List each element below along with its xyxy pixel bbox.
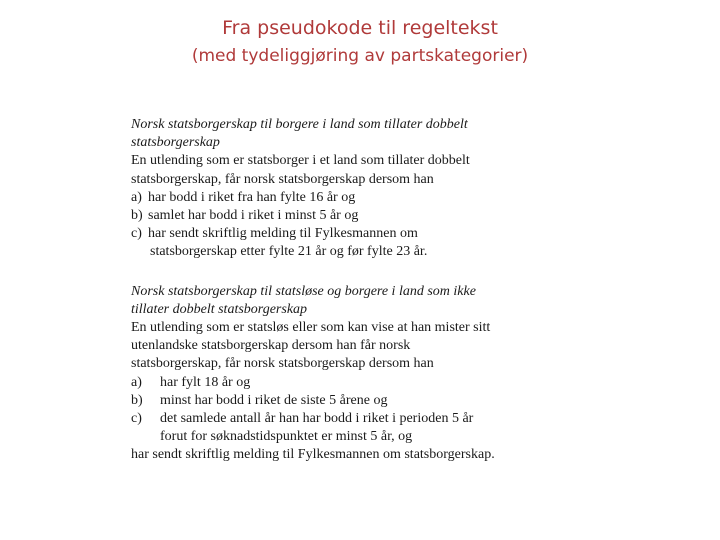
item-marker: c) (131, 411, 142, 427)
item-text: minst har bodd i riket de siste 5 årene og (160, 392, 388, 408)
section-1-intro-line: statsborgerskap, får norsk statsborgerskap dersom han (131, 171, 434, 187)
section-1-item-c (131, 225, 571, 243)
section-2-intro-line: statsborgerskap, får norsk statsborgerskap dersom han (131, 356, 434, 372)
slide-title: Fra pseudokode til regeltekst (222, 17, 498, 39)
section-1 (131, 116, 571, 262)
section-2 (131, 283, 571, 465)
item-marker: b) (131, 208, 143, 224)
item-marker: a) (131, 374, 142, 390)
section-2-item-a (131, 374, 571, 392)
slide-subtitle: (med tydeliggjøring av partskategorier) (191, 46, 529, 66)
section-2-closing-line: har sendt skriftlig melding til Fylkesmannen om statsborgerskap. (131, 447, 495, 463)
item-text: har sendt skriftlig melding til Fylkesmannen om (148, 226, 418, 242)
section-1-heading-line: statsborgerskap (131, 135, 220, 151)
item-text: har fylt 18 år og (160, 374, 251, 390)
section-2-intro-line: En utlending som er statsløs eller som kan vise at han mister sitt (131, 320, 491, 336)
section-spacer (131, 262, 571, 283)
rule-text-document (131, 116, 571, 465)
item-marker: a) (131, 189, 142, 205)
section-2-item-c-continuation: forut for søknadstidspunktet er minst 5 år, og (160, 429, 413, 445)
section-1-item-c-continuation: statsborgerskap etter fylte 21 år og før fylte 23 år. (150, 244, 428, 260)
section-2-item-b (131, 392, 571, 410)
section-2-item-c (131, 410, 571, 428)
item-text: samlet har bodd i riket i minst 5 år og (148, 208, 359, 224)
section-2-intro-line: utenlandske statsborgerskap dersom han får norsk (131, 338, 411, 354)
section-1-item-a (131, 189, 571, 207)
section-2-heading-line: tillater dobbelt statsborgerskap (131, 301, 308, 317)
section-1-intro-line: En utlending som er statsborger i et land som tillater dobbelt (131, 153, 470, 169)
section-1-heading-line: Norsk statsborgerskap til borgere i land som tillater dobbelt (131, 117, 468, 132)
item-marker: c) (131, 226, 142, 242)
item-marker: b) (131, 392, 143, 408)
section-2-heading-line: Norsk statsborgerskap til statsløse og borgere i land som ikke (131, 283, 476, 299)
section-1-item-b (131, 207, 571, 225)
slide-header (0, 14, 720, 70)
item-text: det samlede antall år han har bodd i riket i perioden 5 år (160, 411, 474, 427)
item-text: har bodd i riket fra han fylte 16 år og (148, 189, 356, 205)
